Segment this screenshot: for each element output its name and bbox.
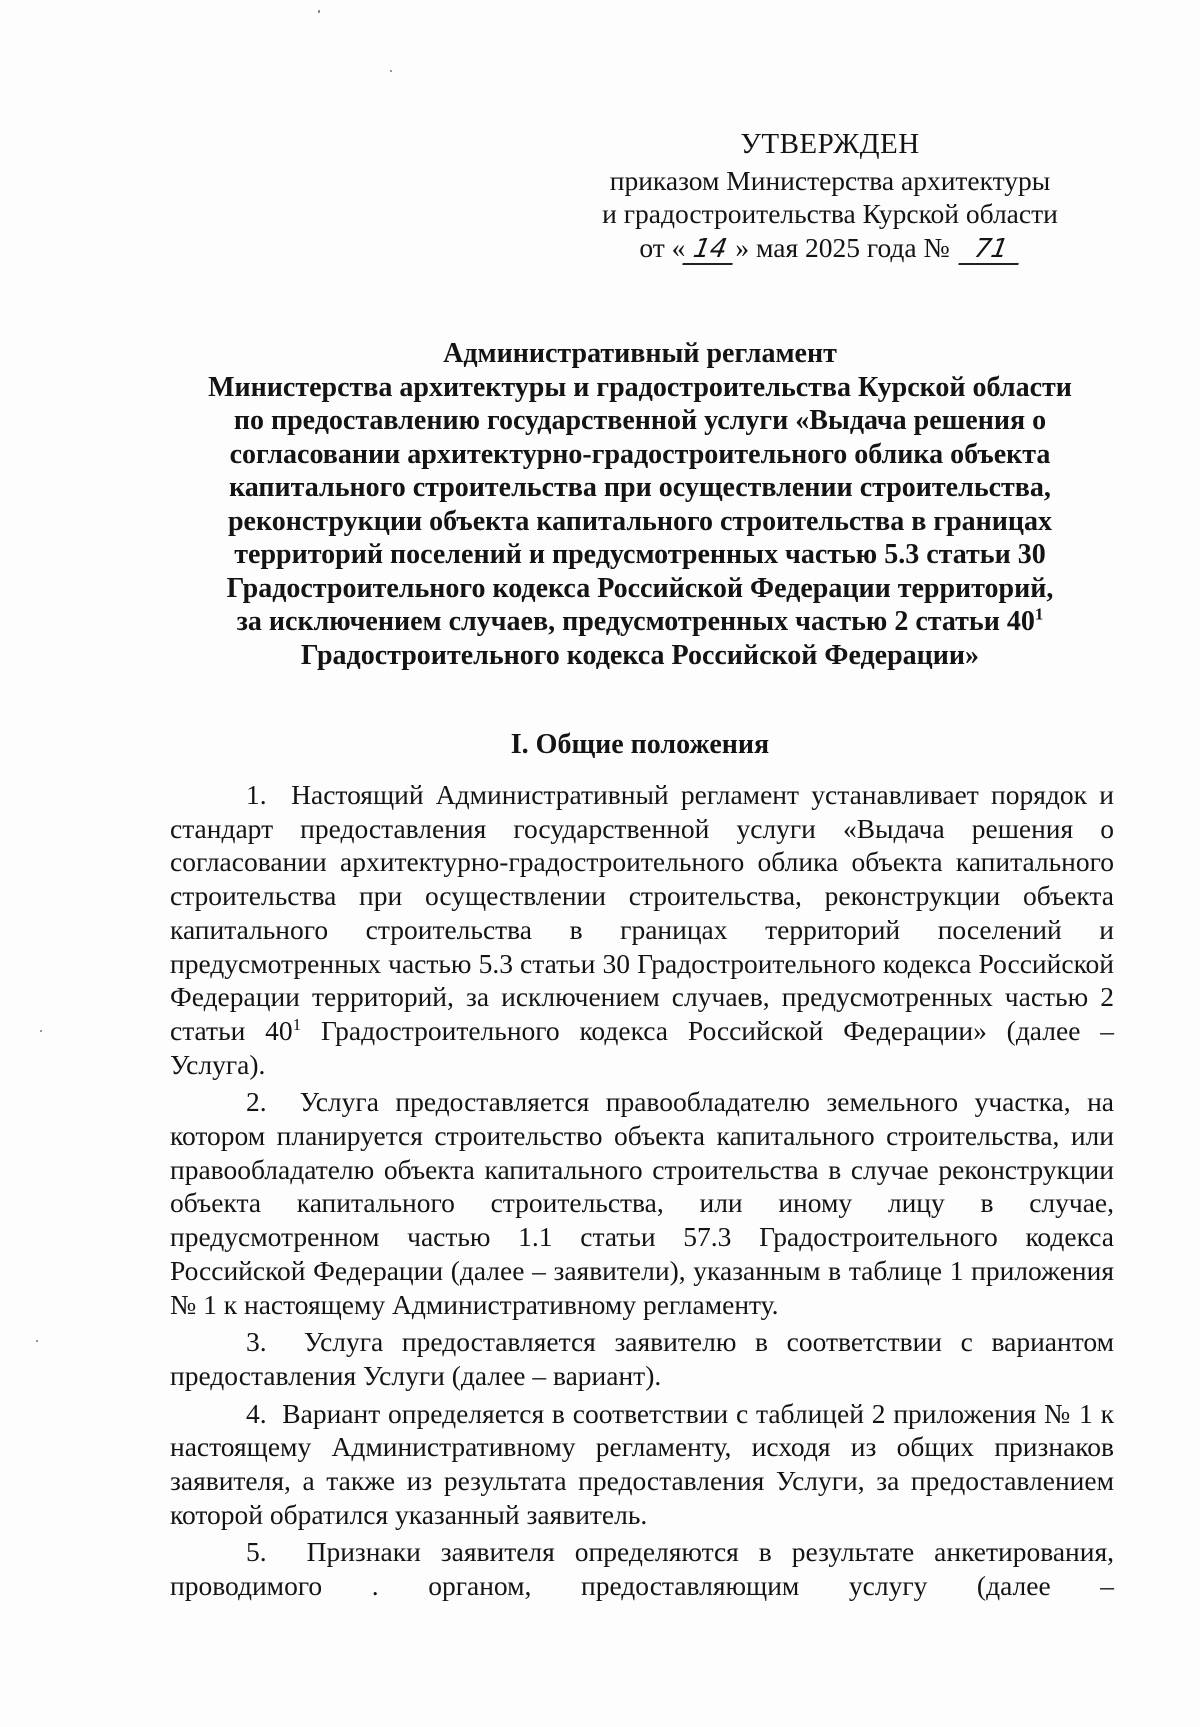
approval-date-line (560, 231, 1100, 265)
heading-line-6: реконструкции объекта капитального строительства в границах (227, 505, 1053, 537)
paragraph-text: Вариант определяется в соответствии с таблицей 2 приложения № 1 к настоящему Административному регламенту, исходя из общих признаков заявителя, а также из результата предоставления Услуги, за предоставлением которой обратился указанный заявитель. (170, 1397, 1114, 1530)
heading-line-9-text: за исключением случаев, предусмотренных частью 2 статьи 40 (236, 606, 1035, 637)
approval-line-1: приказом Министерства архитектуры (609, 164, 1051, 196)
paragraph-number: 5. (246, 1536, 267, 1568)
paragraph-text: Признаки заявителя определяются в результате анкетирования, проводимого . органом, предоставляющим услугу (далее – (170, 1536, 1114, 1602)
paragraph-number: 1. (246, 779, 267, 810)
scan-speck (36, 1340, 38, 1342)
paragraph-text: Настоящий Административный регламент устанавливает порядок и стандарт предоставления государственной услуги «Выдача решения о согласовании архитектурно-градостроительного облика объекта капитального строительства при осуществлении строительства, реконструкции объекта капитального строительства в границах территорий поселений и предусмотренных частью 5.3 статьи 30 Градостроительного кодекса Российской Федерации территорий, за исключением случаев, предусмотренных частью 2 статьи 40 (170, 779, 1114, 1046)
paragraph-3 (170, 1325, 1114, 1392)
date-prefix: от « (639, 231, 686, 263)
heading-line-2: Министерства архитектуры и градостроительства Курской области (208, 371, 1072, 403)
paragraph-text-tail: Градостроительного кодекса Российской Федерации» (далее – Услуга). (170, 1014, 1114, 1080)
section-title: I. Общие положения (510, 729, 770, 760)
paragraph-5 (170, 1535, 1114, 1602)
heading-line-4: согласовании архитектурно-градостроительного облика объекта (229, 438, 1051, 470)
paragraph-text: Услуга предоставляется правообладателю земельного участка, на котором планируется строительство объекта капитального строительства, или правообладателю объекта капитального строительства в случае реконструкции объекта капитального строительства, или иному лицу в случае, предусмотренном частью 1.1 статьи 57.3 Градостроительного кодекса Российской Федерации (далее – заявители), указанным в таблице 1 приложения № 1 к настоящему Административному регламенту. (170, 1086, 1115, 1320)
handwritten-order-number: 71 (958, 235, 1023, 265)
heading-line-7: территорий поселений и предусмотренных частью 5.3 статьи 30 (234, 539, 1046, 570)
paragraph-2 (170, 1085, 1114, 1321)
paragraph-1 (170, 778, 1114, 1081)
body-text (170, 778, 1114, 1607)
heading-line-9-sup: 1 (1034, 604, 1044, 624)
paragraph-sup: 1 (292, 1014, 302, 1034)
approval-block (560, 128, 1100, 265)
heading-line-5: капитального строительства при осуществлении строительства, (229, 472, 1051, 503)
approval-line-2: и градостроительства Курской области (602, 198, 1058, 229)
paragraph-number: 2. (246, 1086, 267, 1118)
approval-title: УТВЕРЖДЕН (740, 128, 920, 160)
heading-line-10: Градостроительного кодекса Российской Федерации» (300, 639, 980, 671)
paragraph-number: 3. (246, 1326, 267, 1358)
scan-speck (40, 1030, 42, 1032)
heading-line-9 (160, 605, 1120, 639)
scan-speck (390, 70, 392, 72)
paragraph-4 (170, 1397, 1114, 1532)
date-middle: » мая 2025 года № (735, 231, 950, 263)
scan-speck (318, 10, 320, 13)
paragraph-text: Услуга предоставляется заявителю в соответствии с вариантом предоставления Услуги (далее – вариант). (170, 1326, 1115, 1391)
heading-line-3: по предоставлению государственной услуги «Выдача решения о (233, 405, 1047, 436)
heading-line-8: Градостроительного кодекса Российской Федерации территорий, (226, 572, 1054, 604)
document-heading (160, 337, 1120, 672)
paragraph-number: 4. (246, 1397, 267, 1429)
handwritten-day: 14 (683, 235, 738, 265)
heading-line-1: Административный регламент (443, 338, 837, 369)
